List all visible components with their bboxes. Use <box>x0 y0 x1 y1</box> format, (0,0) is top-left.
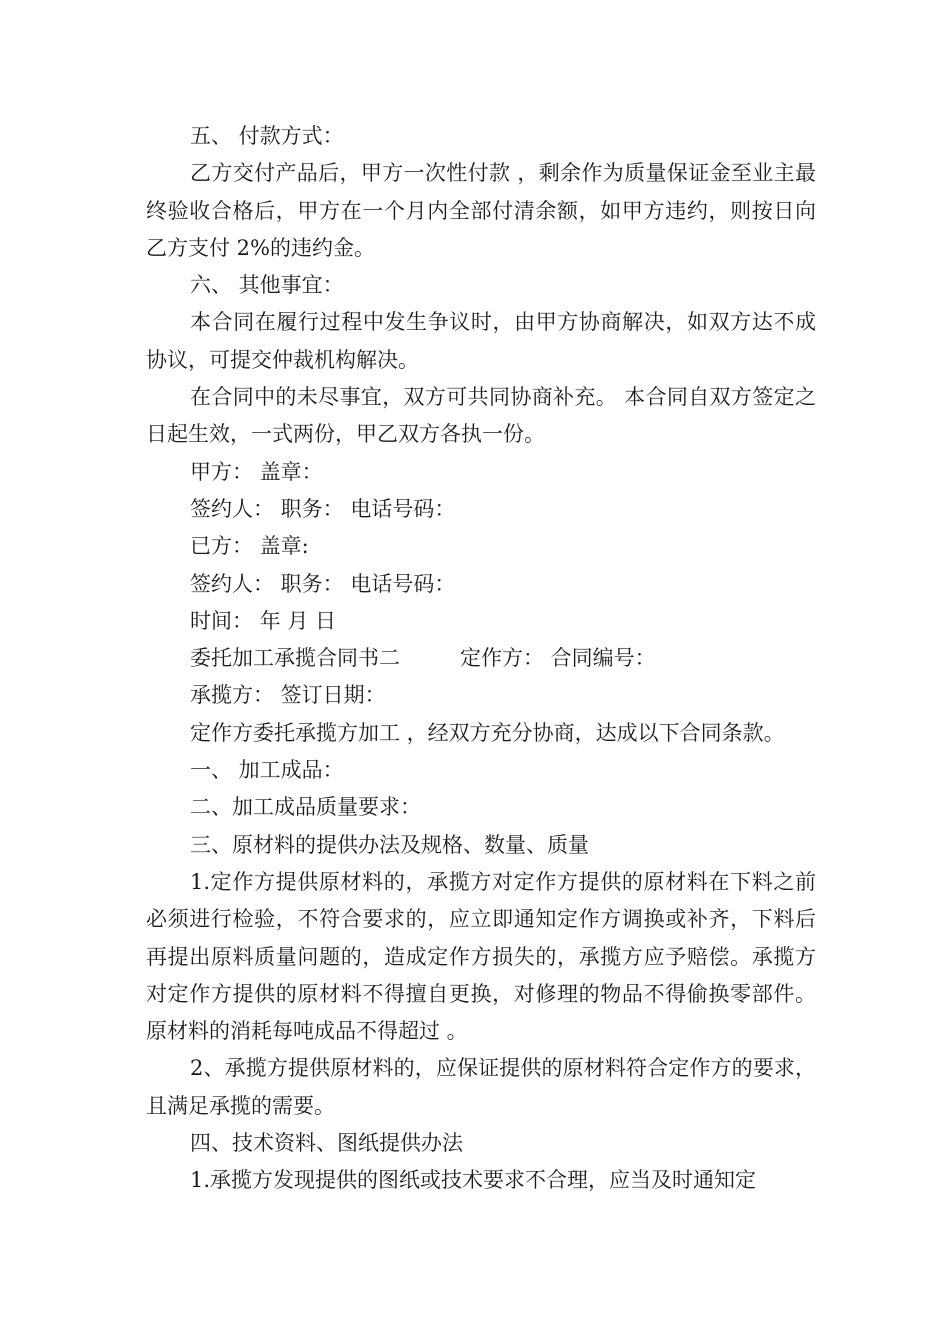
clause-3-heading: 三、原材料的提供办法及规格、数量、质量 <box>190 832 589 857</box>
contract-title-line <box>146 640 816 677</box>
clause-2-heading: 二、加工成品质量要求： <box>190 795 421 820</box>
clause-4-heading: 四、技术资料、图纸提供办法 <box>190 1131 463 1156</box>
contractor-line: 承揽方： 签订日期： <box>190 683 386 708</box>
clause-1-heading: 一、 加工成品： <box>190 758 344 783</box>
intro-paragraph: 定作方委托承揽方加工 ，经双方充分协商，达成以下合同条款。 <box>190 720 785 745</box>
document-page <box>146 118 816 1200</box>
clause-4-item-1: 1.承揽方发现提供的图纸或技术要求不合理，应当及时通知定 <box>190 1168 757 1193</box>
party-a-seal-line: 甲方： 盖章： <box>190 459 323 484</box>
payment-terms-paragraph: 乙方交付产品后，甲方一次性付款 ，剩余作为质量保证金至业主最终验收合格后，甲方在一个月内全部付清余额，如甲方违约，则按日向乙方支付 2%的违约金。 <box>146 161 816 260</box>
party-b-seal-line: 已方： 盖章: <box>190 534 309 559</box>
dispute-paragraph: 本合同在履行过程中发生争议时，由甲方协商解决，如双方达不成协议，可提交仲裁机构解决。 <box>146 310 816 372</box>
contract-title: 委托加工承揽合同书二 <box>190 646 400 671</box>
supplement-paragraph: 在合同中的未尽事宜，双方可共同协商补充。 本合同自双方签定之日起生效，一式两份，甲乙双方各执一份。 <box>146 385 816 447</box>
clause-3-item-1: 1.定作方提供原材料的，承揽方对定作方提供的原材料在下料之前必须进行检验，不符合要求的，应立即通知定作方调换或补齐，下料后再提出原料质量问题的，造成定作方损失的，承揽方应予赔偿。承揽方对定作方提供的原材料不得擅自更换，对修理的物品不得偷换零部件。原材料的消耗每吨成品不得超过 。 <box>146 869 816 1044</box>
party-a-signatory-line: 签约人： 职务： 电话号码： <box>190 496 456 521</box>
date-line: 时间： 年 月 日 <box>190 608 337 633</box>
section-5-heading: 五、 付款方式： <box>190 124 344 148</box>
clause-3-item-2: 2、承揽方提供原材料的，应保证提供的原材料符合定作方的要求，且满足承揽的需要。 <box>146 1056 816 1118</box>
section-6-heading: 六、 其他事宜： <box>190 273 344 298</box>
party-b-signatory-line: 签约人： 职务： 电话号码： <box>190 571 456 596</box>
contract-number-label: 定作方： 合同编号： <box>460 646 656 671</box>
